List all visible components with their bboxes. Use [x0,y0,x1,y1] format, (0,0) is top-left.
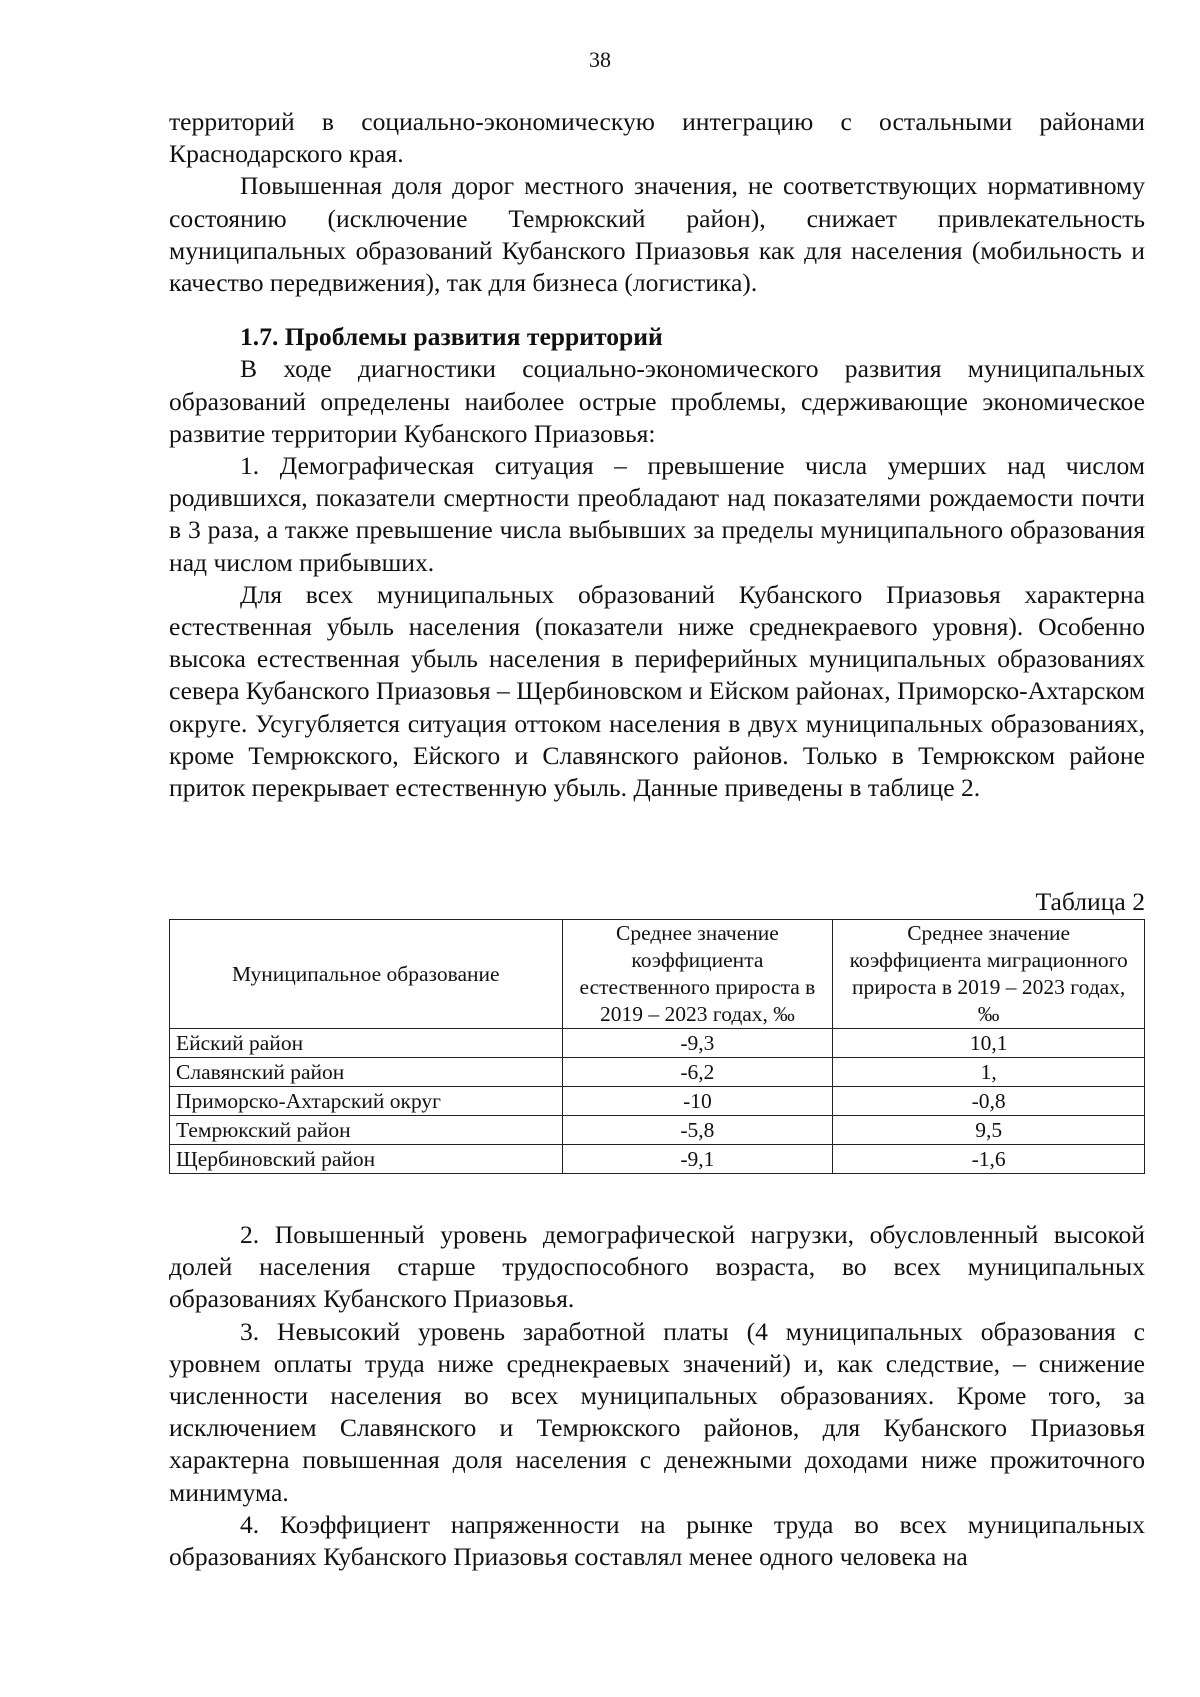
table-header-row [170,920,1145,1029]
paragraph: 1. Демографическая ситуация – превышение числа умерших над числом родившихся, показатели смертности преобладают над показателями рождаемости почти в 3 раза, а также превышение числа выбывших за пределы муниципального образования над числом прибывших. [169,451,1145,577]
table-cell: -9,3 [562,1029,833,1058]
section-heading: 1.7. Проблемы развития территорий [240,322,663,352]
table-row [170,1116,1145,1145]
data-table [169,919,1145,1174]
paragraph: 2. Повышенный уровень демографической нагрузки, обусловленный высокой долей населения старше трудоспособного возраста, во всех муниципальных образованиях Кубанского Приазовья. [169,1220,1145,1314]
table-cell: -6,2 [562,1058,833,1087]
column-header: Среднее значение коэффициента миграционного прироста в 2019 – 2023 годах, ‰ [833,920,1145,1029]
table-caption: Таблица 2 [1035,887,1145,916]
table-cell: Ейский район [170,1029,563,1058]
paragraph: 3. Невысокий уровень заработной платы (4 муниципальных образования с уровнем оплаты труда ниже среднекраевых значений) и, как следствие, – снижение численности населения во всех муниципальных образованиях. Кроме того, за исключением Славянского и Темрюкского районов, для Кубанского Приазовья характерна повышенная доля населения с денежными доходами ниже прожиточного минимума. [169,1316,1145,1507]
table-cell: 9,5 [833,1116,1145,1145]
table-cell: 10,1 [833,1029,1145,1058]
table-cell: -0,8 [833,1087,1145,1116]
table-row [170,1029,1145,1058]
table-row [170,1145,1145,1174]
table-cell: Приморско-Ахтарский округ [170,1087,563,1116]
column-header: Среднее значение коэффициента естественного прироста в 2019 – 2023 годах, ‰ [562,920,833,1029]
table-cell: Темрюкский район [170,1116,563,1145]
table-cell: Славянский район [170,1058,563,1087]
page-number: 38 [589,47,611,72]
paragraph: В ходе диагностики социально-экономического развития муниципальных образований определены наиболее острые проблемы, сдерживающие экономическое развитие территории Кубанского Приазовья: [169,354,1145,448]
table-cell: -1,6 [833,1145,1145,1174]
paragraph: Повышенная доля дорог местного значения, не соответствующих нормативному состоянию (исключение Темрюкский район), снижает привлекательность муниципальных образований Кубанского Приазовья как для населения (мобильность и качество передвижения), так для бизнеса (логистика). [169,171,1145,298]
text-block-top [169,106,1145,804]
paragraph: Для всех муниципальных образований Кубанского Приазовья характерна естественная убыль населения (показатели ниже среднекраевого уровня). Особенно высока естественная убыль населения в периферийных муниципальных образованиях севера Кубанского Приазовья – Щербиновском и Ейском районах, Приморско-Ахтарском округе. Усугубляется ситуация оттоком населения в двух муниципальных образованиях, кроме Темрюкского, Ейского и Славянского районов. Только в Темрюкском районе приток перекрывает естественную убыль. Данные приведены в таблице 2. [169,579,1145,803]
table-cell: -10 [562,1087,833,1116]
table-cell: -9,1 [562,1145,833,1174]
column-header: Муниципальное образование [170,920,563,1029]
table-cell: Щербиновский район [170,1145,563,1174]
text-block-bottom [169,1219,1145,1573]
table-cell: -5,8 [562,1116,833,1145]
paragraph: 4. Коэффициент напряженности на рынке труда во всех муниципальных образованиях Кубанского Приазовья составлял менее одного человека на [169,1509,1145,1572]
table-cell: 1, [833,1058,1145,1087]
paragraph: территорий в социально-экономическую интеграцию с остальными районами Краснодарского края. [169,107,1145,169]
table-row [170,1087,1145,1116]
table-row [170,1058,1145,1087]
